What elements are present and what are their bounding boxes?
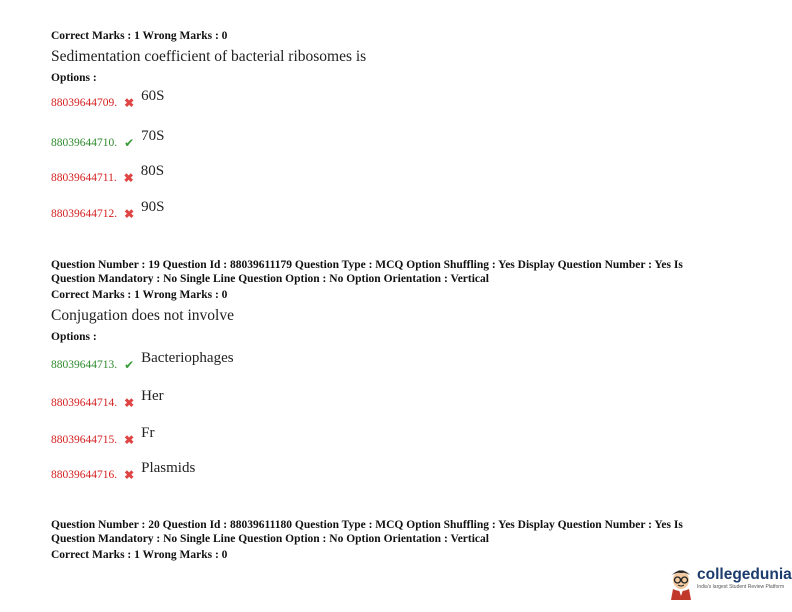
q18-options-label: Options : <box>51 72 97 84</box>
q19-options-label: Options : <box>51 331 97 343</box>
option-id: 88039644710. <box>51 137 118 149</box>
cross-icon: ✖ <box>123 171 134 185</box>
q18-option-1 <box>51 90 164 110</box>
q18-option-3 <box>51 165 164 185</box>
q18-option-2 <box>51 130 164 150</box>
option-text: 70S <box>141 128 165 144</box>
q19-marks: Correct Marks : 1 Wrong Marks : 0 <box>51 289 228 301</box>
logo-wordmark: collegedunia <box>697 566 792 583</box>
cross-icon: ✖ <box>124 96 135 110</box>
option-text: 60S <box>141 88 165 104</box>
q19-option-1 <box>51 352 234 372</box>
logo-tagline: India's largest Student Review Platform <box>697 584 785 590</box>
cross-icon: ✖ <box>124 433 135 447</box>
option-id: 88039644709. <box>51 97 118 109</box>
q20-header-line-1: Question Number : 20 Question Id : 88039611180 Question Type : MCQ Option Shuffling : Yes Display Question Number : Yes Is <box>51 519 683 531</box>
q19-option-3 <box>51 427 154 447</box>
q19-question-text: Conjugation does not involve <box>51 307 234 324</box>
option-text: 80S <box>140 163 165 179</box>
check-icon: ✔ <box>124 358 135 372</box>
option-id: 88039644716. <box>51 469 118 481</box>
q19-option-4 <box>51 462 195 482</box>
option-id: 88039644714. <box>51 397 118 409</box>
q18-marks: Correct Marks : 1 Wrong Marks : 0 <box>51 30 228 42</box>
option-id: 88039644715. <box>51 434 118 446</box>
collegedunia-logo <box>667 562 792 602</box>
option-text: Fr <box>141 425 155 441</box>
option-id: 88039644711. <box>51 172 117 184</box>
option-text: 90S <box>141 199 165 215</box>
option-text: Her <box>141 388 164 404</box>
q18-option-4 <box>51 201 164 221</box>
cross-icon: ✖ <box>124 396 135 410</box>
option-text: Plasmids <box>141 460 196 476</box>
q20-header-line-2: Question Mandatory : No Single Line Question Option : No Option Orientation : Vertical <box>51 533 489 545</box>
q19-header-line-1: Question Number : 19 Question Id : 88039611179 Question Type : MCQ Option Shuffling : Yes Display Question Number : Yes Is <box>51 259 683 271</box>
check-icon: ✔ <box>124 136 135 150</box>
option-id: 88039644712. <box>51 208 118 220</box>
option-id: 88039644713. <box>51 359 118 371</box>
q20-marks: Correct Marks : 1 Wrong Marks : 0 <box>51 549 228 561</box>
cross-icon: ✖ <box>124 207 135 221</box>
option-text: Bacteriophages <box>141 350 234 366</box>
cross-icon: ✖ <box>124 468 135 482</box>
q18-question-text: Sedimentation coefficient of bacterial ribosomes is <box>51 48 367 65</box>
q19-option-2 <box>51 390 164 410</box>
q19-header-line-2: Question Mandatory : No Single Line Question Option : No Option Orientation : Vertical <box>51 273 489 285</box>
mascot-icon <box>667 562 695 600</box>
